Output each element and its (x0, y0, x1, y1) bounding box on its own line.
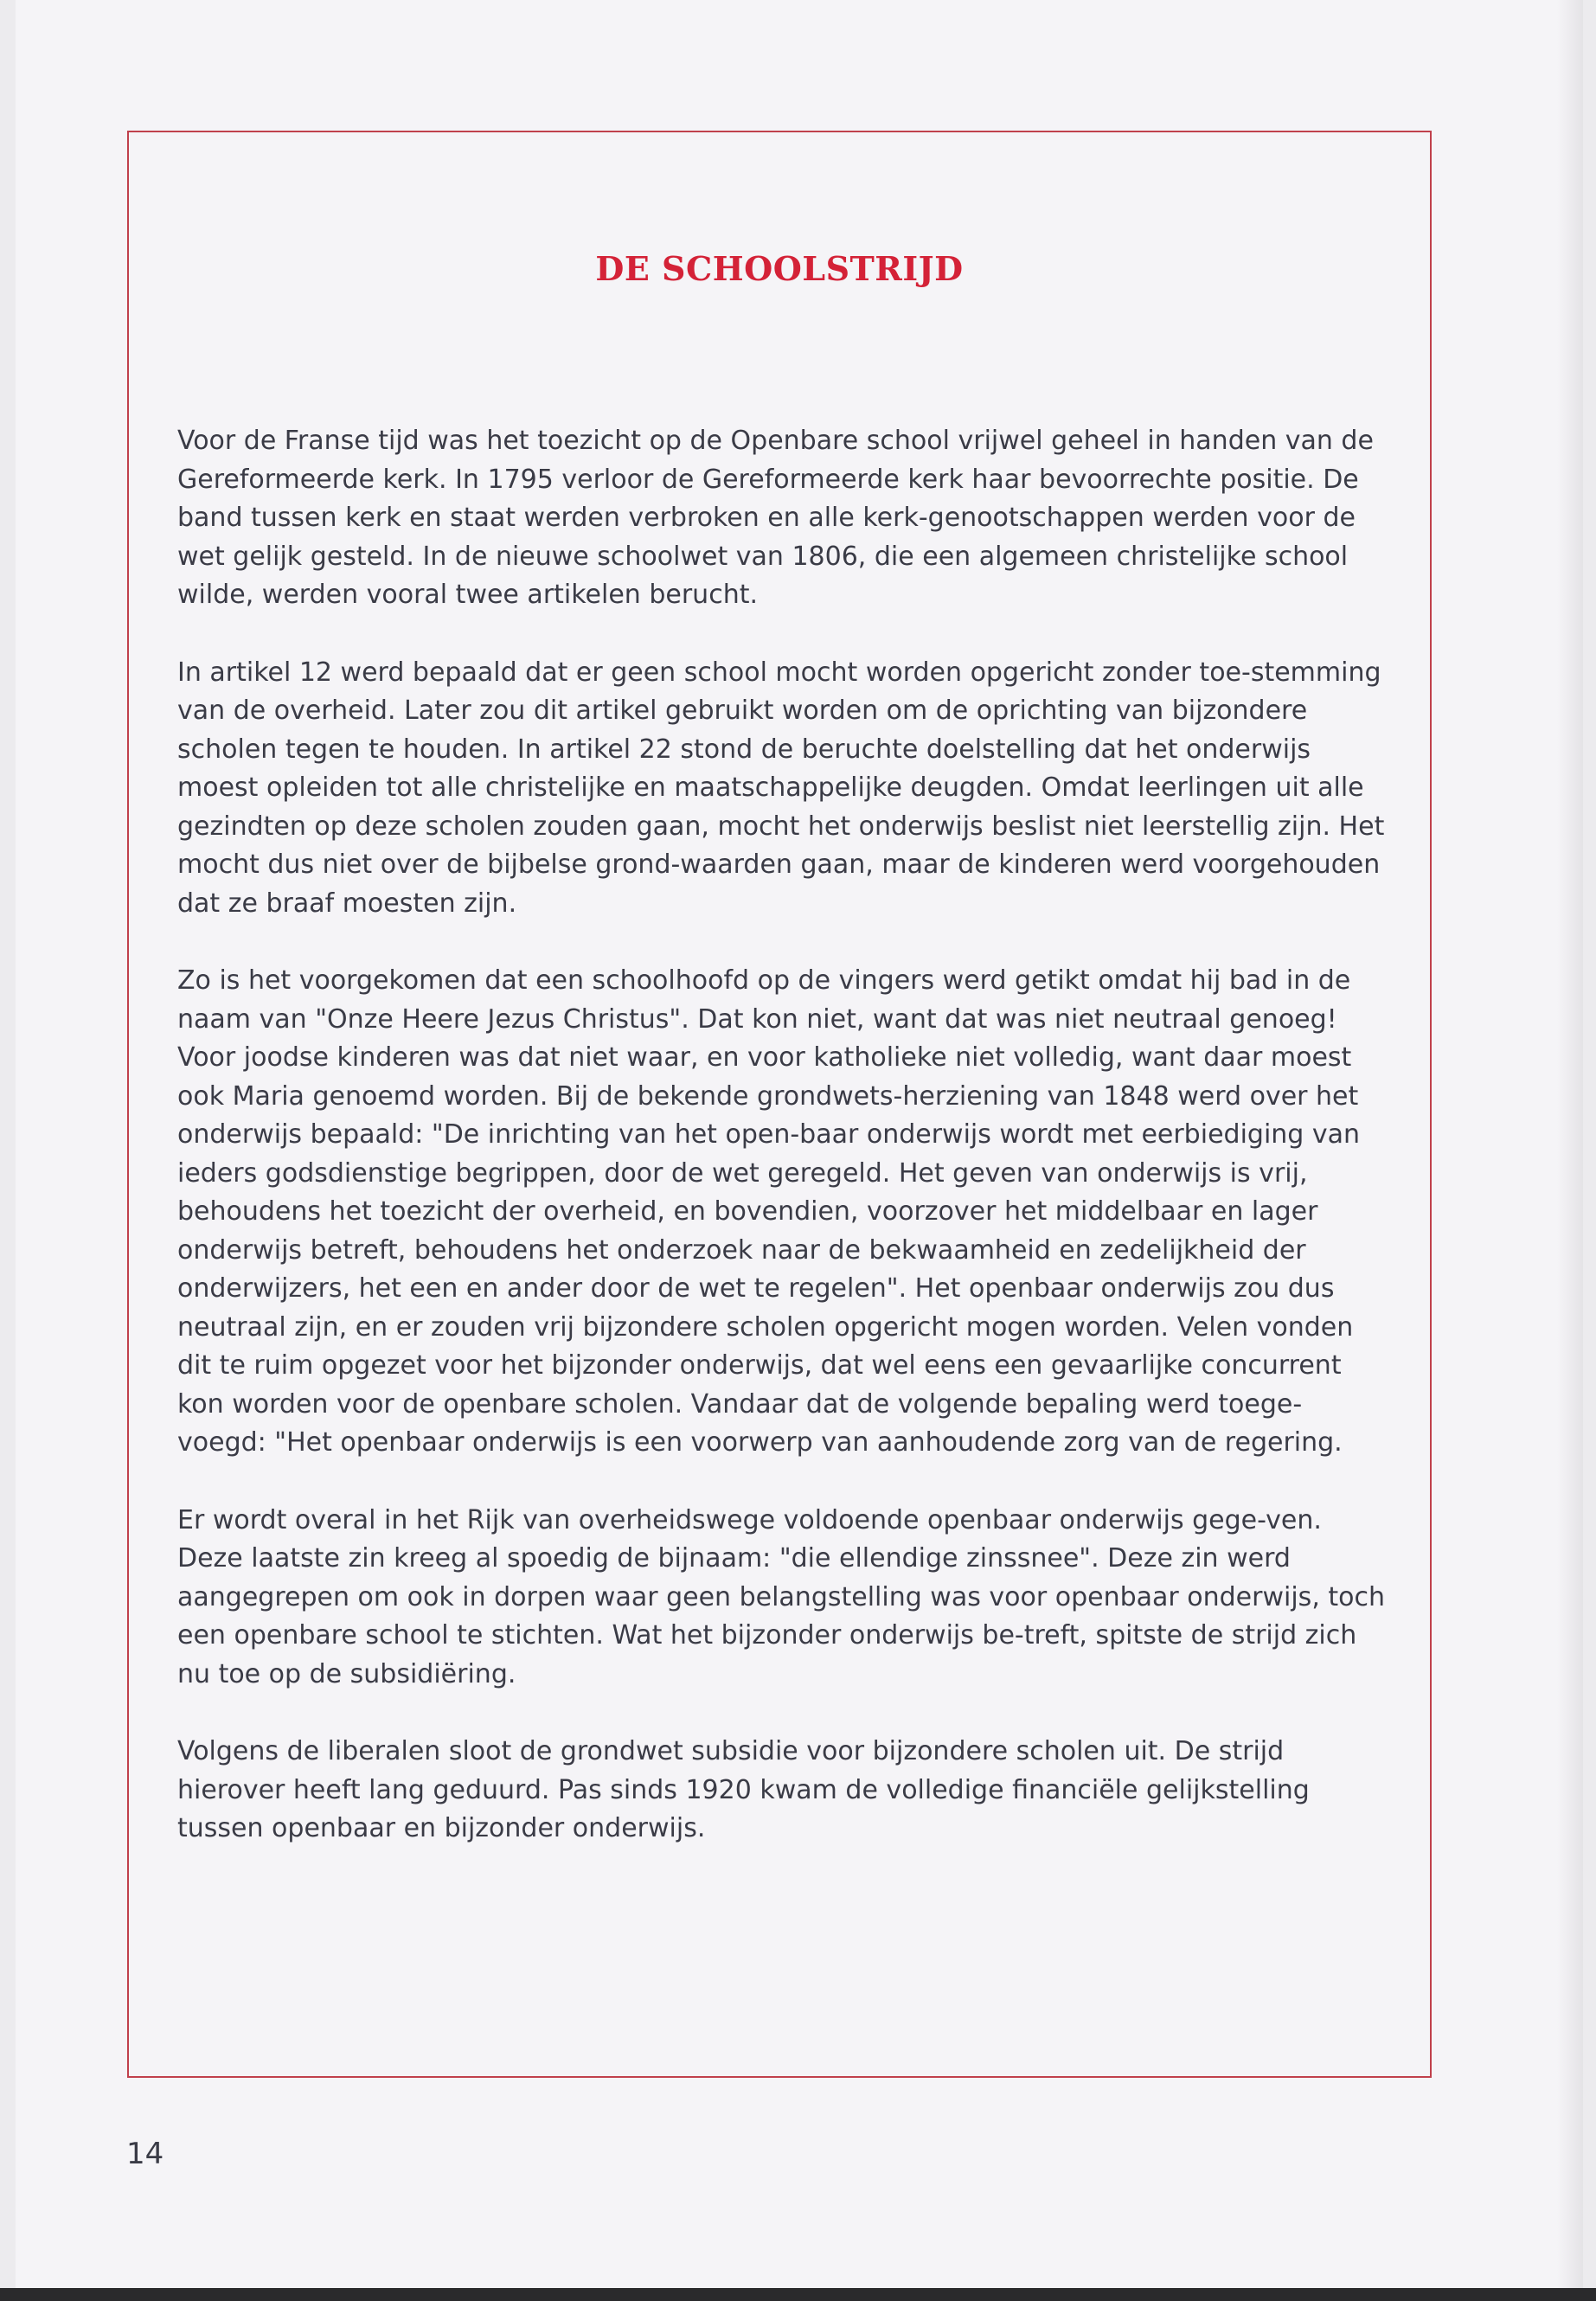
paragraph-3: Zo is het voorgekomen dat een schoolhoofd op de vingers werd getikt omdat hij bad in de naam van "Onze Heere Jezus Christus". Dat kon niet, want dat was niet neutraal genoeg! Voor joodse kinderen was dat niet waar, en voor katholieke niet volledig, want daar moest ook Maria genoemd worden. Bij de bekende grondwets-herziening van 1848 werd over het onderwijs bepaald: "De inrichting van het open-baar onderwijs wordt met eerbiediging van ieders godsdienstige begrippen, door de wet geregeld. Het geven van onderwijs is vrij, behoudens het toezicht der overheid, en bovendien, voorzover het middelbaar en lager onderwijs betreft, behoudens het onderzoek naar de bekwaamheid en zedelijkheid der onderwijzers, het een en ander door de wet te regelen". Het openbaar onderwijs zou dus neutraal zijn, en er zouden vrij bijzondere scholen opgericht mogen worden. Velen vonden dit te ruim opgezet voor het bijzonder onderwijs, dat wel eens een gevaarlijke concurrent kon worden voor de openbare scholen. Vandaar dat de volgende bepaling werd toege-voegd: "Het openbaar onderwijs is een voorwerp van aanhoudende zorg van de regering. (177, 965, 1361, 1458)
paragraph-1: Voor de Franse tijd was het toezicht op de Openbare school vrijwel geheel in handen van de Gereformeerde kerk. In 1795 verloor de Gereformeerde kerk haar bevoorrechte positie. De band tussen kerk en staat werden verbroken en alle kerk-genootschappen werden voor de wet gelijk gesteld. In de nieuwe schoolwet van 1806, die een algemeen christelijke school wilde, werden vooral twee artikelen berucht. (177, 426, 1374, 610)
paragraph-4: Er wordt overal in het Rijk van overheidswege voldoende openbaar onderwijs gege-ven. Deze laatste zin kreeg al spoedig de bijnaam: "die ellendige zinssnee". Deze zin werd aangegrepen om ook in dorpen waar geen belangstelling was voor openbaar onderwijs, toch een openbare school te stichten. Wat het bijzonder onderwijs be-treft, spitste de strijd zich nu toe op de subsidiëring. (177, 1504, 1386, 1689)
scan-bottom-edge (0, 2288, 1596, 2301)
article-body (177, 422, 1387, 1888)
page-number: 14 (126, 2137, 164, 2171)
page-title: DE SCHOOLSTRIJD (595, 249, 964, 288)
page-edge-shadow (1557, 0, 1583, 2288)
paragraph-5: Volgens de liberalen sloot de grondwet subsidie voor bijzondere scholen uit. De strijd hierover heeft lang geduurd. Pas sinds 1920 kwam de volledige financiële gelijkstelling tussen openbaar en bijzonder onderwijs. (177, 1736, 1310, 1843)
paragraph-2: In artikel 12 werd bepaald dat er geen school mocht worden opgericht zonder toe-stemming van de overheid. Later zou dit artikel gebruikt worden om de oprichting van bijzondere scholen tegen te houden. In artikel 22 stond de beruchte doelstelling dat het onderwijs moest opleiden tot alle christelijke en maatschappelijke deugden. Omdat leerlingen uit alle gezindten op deze scholen zouden gaan, mocht het onderwijs beslist niet leerstellig zijn. Het mocht dus niet over de bijbelse grond-waarden gaan, maar de kinderen werd voorgehouden dat ze braaf moesten zijn. (177, 657, 1385, 919)
